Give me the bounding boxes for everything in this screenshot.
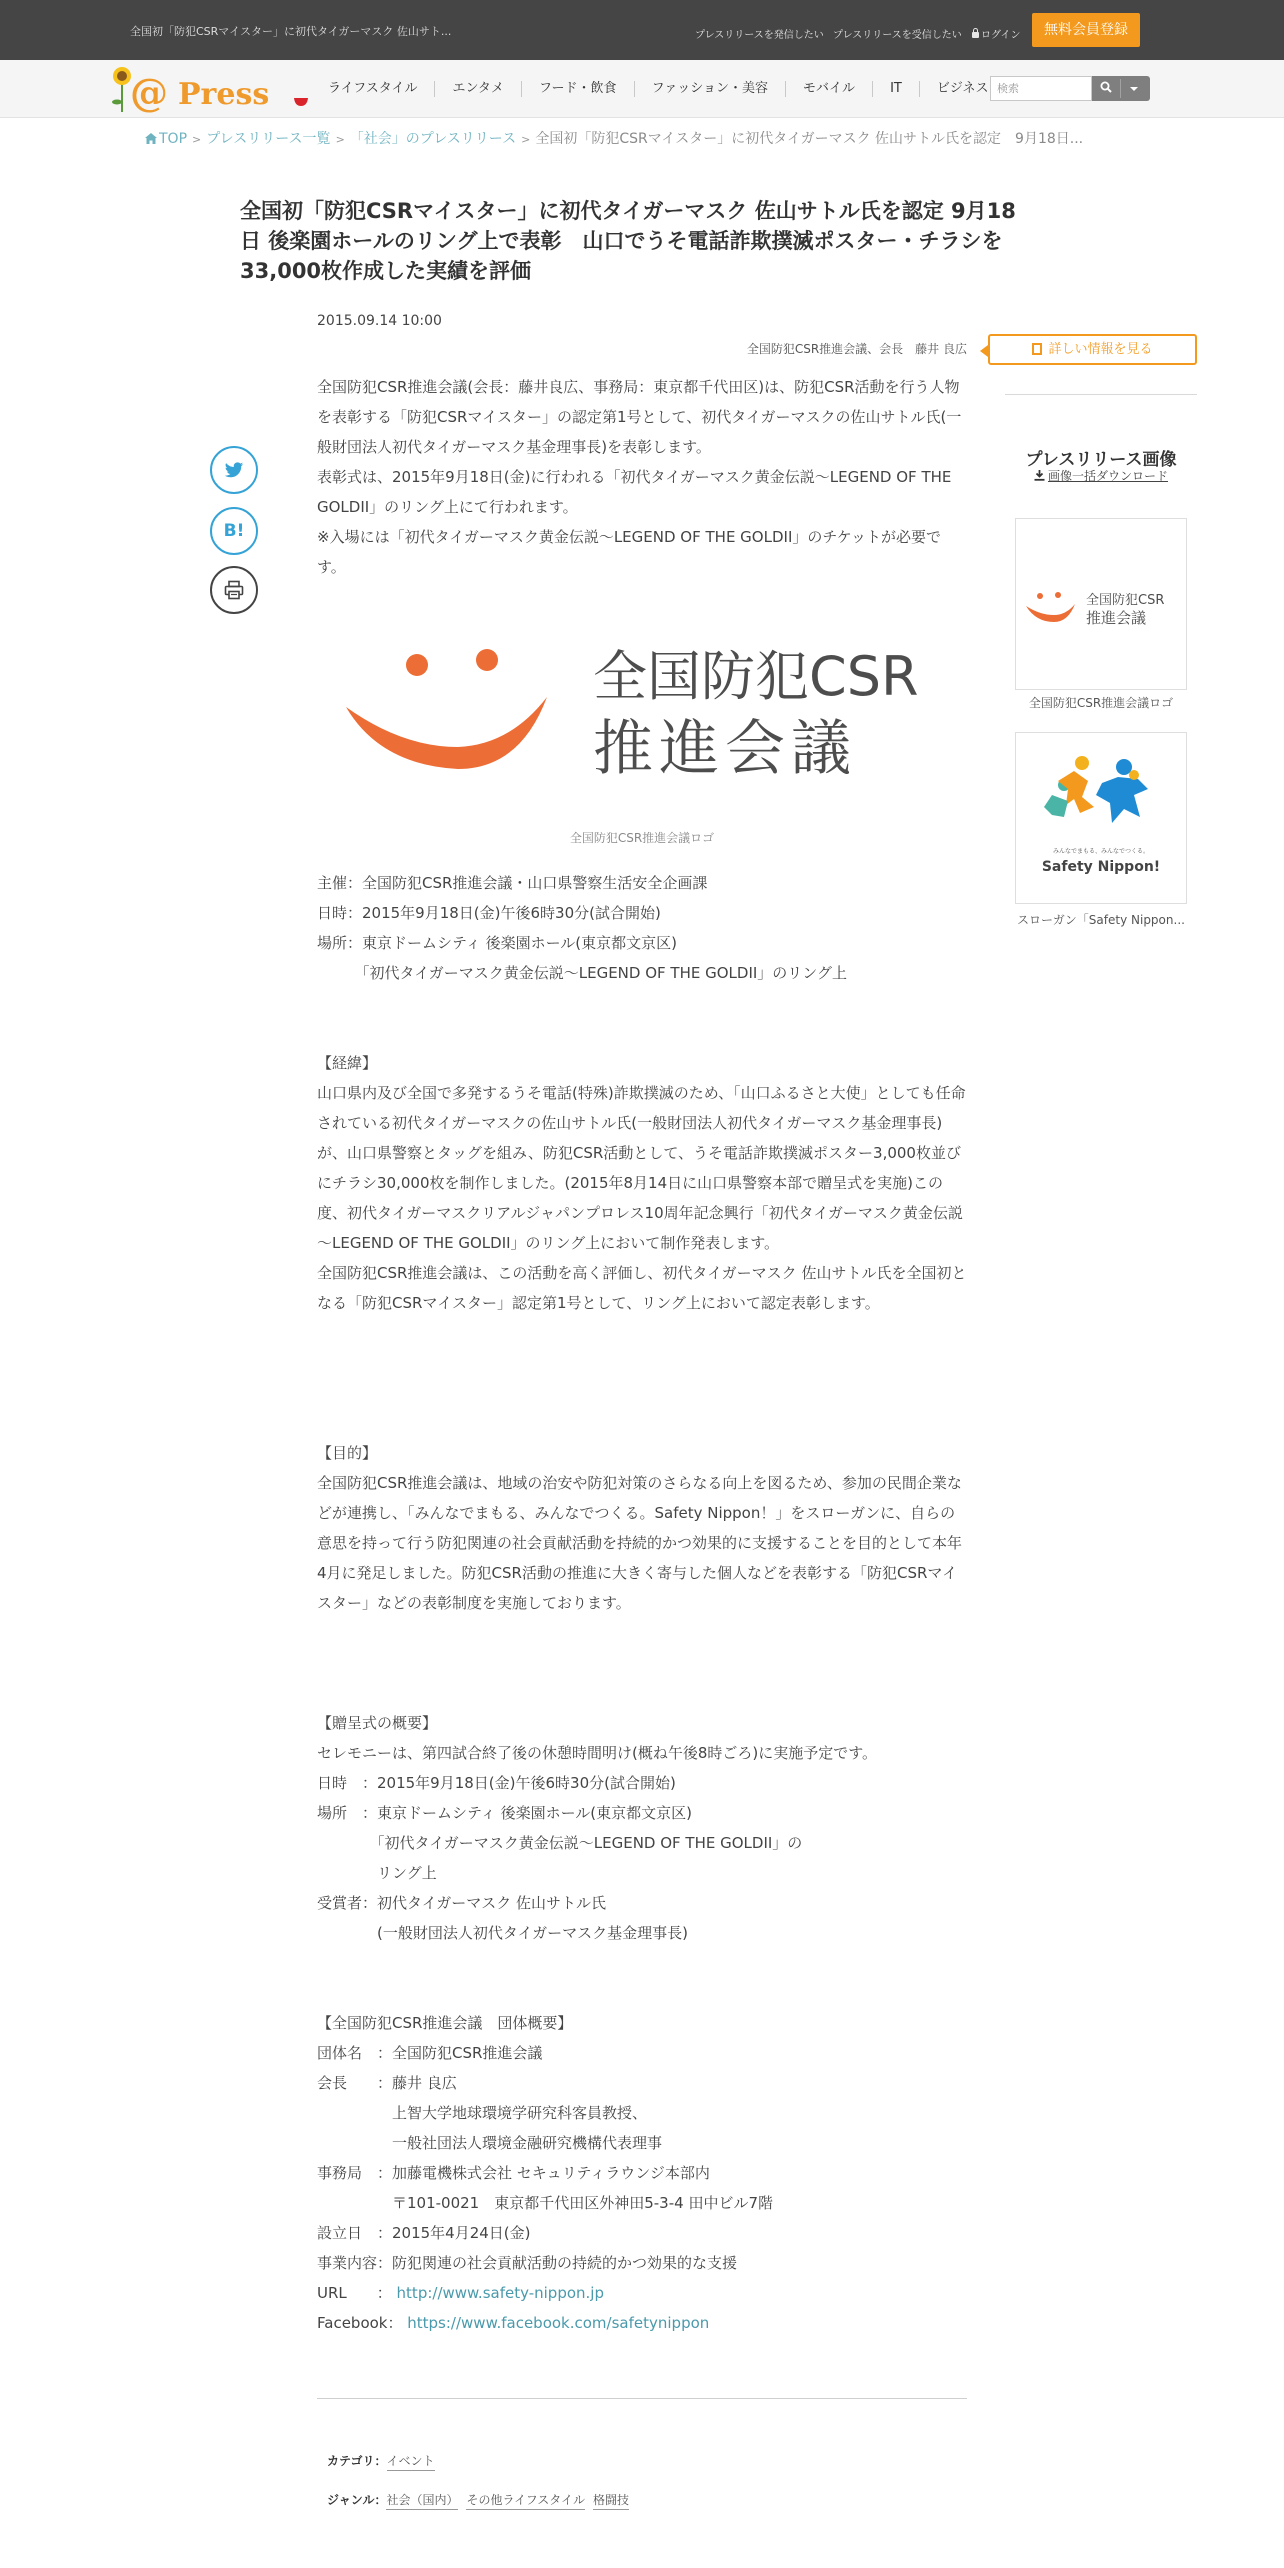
nav-mobile[interactable]: モバイル xyxy=(786,81,873,97)
search-divider xyxy=(1120,79,1121,98)
search-button[interactable] xyxy=(1092,76,1150,101)
org-facebook-row xyxy=(317,2308,967,2338)
nav-business[interactable]: ビジネス xyxy=(936,81,989,96)
ceremony-line: セレモニーは、第四試合終了後の休憩時間明け(概ね午後8時ごろ)に実施予定です。 xyxy=(317,1744,878,1762)
nav-it[interactable]: IT xyxy=(873,81,920,97)
ceremony-line: 日時 ：2015年9月18日(金)午後6時30分(試合開始) xyxy=(317,1774,676,1792)
org-line: 会長 ：藤井 良広 xyxy=(317,2074,457,2092)
organization-section xyxy=(317,2008,967,2338)
twitter-icon xyxy=(224,460,244,480)
logo-text-line1: 全国防犯CSR xyxy=(593,645,919,708)
send-release-link[interactable]: プレスリリースを発信したい xyxy=(695,30,824,41)
lock-icon xyxy=(972,32,979,38)
logo-caption: 全国防犯CSR推進会議ロゴ xyxy=(569,831,715,845)
nav-entertainment[interactable]: エンタメ xyxy=(435,81,521,97)
org-line: 事業内容：防犯関連の社会貢献活動の持続的かつ効果的な支援 xyxy=(317,2254,738,2272)
lead-section xyxy=(317,372,967,582)
breadcrumb-release-list[interactable]: プレスリリース一覧 xyxy=(206,131,331,147)
genre-tag[interactable]: 格闘技 xyxy=(593,2493,629,2510)
sidebar-images-heading: プレスリリース画像 xyxy=(1025,450,1177,470)
facebook-link[interactable]: https://www.facebook.com/safetynippon xyxy=(407,2314,710,2332)
view-details-label: 詳しい情報を見る xyxy=(1048,342,1153,357)
lead-paragraph: 表彰式は、2015年9月18日(金)に行われる「初代タイガーマスク黄金伝説～LEGEND OF THE GOLDII」のリング上にて行われます。 xyxy=(317,468,957,516)
ceremony-line: 場所 ：東京ドームシティ 後楽園ホール(東京都文京区) xyxy=(317,1804,692,1822)
org-line: 上智大学地球環境学研究科客員教授、 xyxy=(317,2104,648,2122)
ceremony-line: 「初代タイガーマスク黄金伝説～LEGEND OF THE GOLDII」の xyxy=(317,1834,803,1852)
search-input[interactable]: 検索 xyxy=(990,76,1092,101)
breadcrumb-home-label: TOP xyxy=(159,131,188,147)
breadcrumb-separator: > xyxy=(335,133,345,146)
facebook-label: Facebook： xyxy=(317,2314,403,2332)
org-line: 事務局 ：加藤電機株式会社 セキュリティラウンジ本部内 xyxy=(317,2164,710,2182)
hatena-icon: B! xyxy=(223,521,245,541)
slogan-brand-text: Safety Nippon! xyxy=(1041,859,1161,875)
printer-icon xyxy=(224,580,244,600)
org-line: 団体名 ：全国防犯CSR推進会議 xyxy=(317,2044,543,2062)
csr-council-logo-image[interactable] xyxy=(340,635,940,795)
category-row xyxy=(327,2452,443,2469)
ceremony-line: 受賞者：初代タイガーマスク 佐山サトル氏 xyxy=(317,1894,607,1912)
lead-paragraph: 全国防犯CSR推進会議(会長：藤井良広、事務局：東京都千代田区)は、防犯CSR活動を行う人物を表彰する「防犯CSRマイスター」の認定第1号として、初代タイガーマスクの佐山サトル氏(一般財団法人初代タイガーマスク基金理事長)を表彰します。 xyxy=(317,378,962,456)
breadcrumb-separator: > xyxy=(192,133,202,146)
purpose-section xyxy=(317,1438,967,1618)
receive-release-link[interactable]: プレスリリースを受信したい xyxy=(833,30,962,41)
event-line: 「初代タイガーマスク黄金伝説～LEGEND OF THE GOLDII」のリング上 xyxy=(317,964,848,982)
ceremony-line: リング上 xyxy=(317,1864,437,1882)
ceremony-section xyxy=(317,1708,967,1948)
category-label: カテゴリ： xyxy=(327,2454,387,2468)
genre-label: ジャンル： xyxy=(327,2493,387,2507)
top-bar xyxy=(0,0,1284,60)
org-line: 設立日 ：2015年4月24日(金) xyxy=(317,2224,531,2242)
thumb-logo-line2: 推進会議 xyxy=(1086,609,1147,627)
slogan-small-text: みんなでまもる、みんなでつくる。 xyxy=(1052,848,1150,855)
category-nav xyxy=(316,60,1005,118)
thumb-logo-line1: 全国防犯CSR xyxy=(1086,593,1165,608)
org-url-row xyxy=(317,2278,967,2308)
login-link[interactable] xyxy=(972,26,1021,41)
genre-row xyxy=(327,2491,637,2508)
org-line: 〒101-0021 東京都千代田区外神田5-3-4 田中ビル7階 xyxy=(317,2194,773,2212)
search-icon xyxy=(1100,81,1112,93)
main-nav xyxy=(0,60,1284,118)
download-all-link[interactable] xyxy=(1005,467,1197,484)
document-icon xyxy=(1032,343,1042,355)
publish-date: 2015.09.14 10:00 xyxy=(317,313,442,329)
breadcrumb-separator: > xyxy=(521,133,531,146)
hatena-bookmark-button[interactable] xyxy=(210,507,258,555)
signup-button[interactable]: 無料会員登録 xyxy=(1032,13,1140,47)
genre-tag[interactable]: その他ライフスタイル xyxy=(466,2493,585,2510)
home-icon xyxy=(145,133,157,144)
svg-text:@: @ xyxy=(130,70,168,115)
nav-lifestyle[interactable]: ライフスタイル xyxy=(316,81,435,97)
website-link[interactable]: http://www.safety-nippon.jp xyxy=(396,2284,604,2302)
purpose-paragraph: 全国防犯CSR推進会議は、地域の治安や防犯対策のさらなる向上を図るため、参加の民間企業などが連携し、「みんなでまもる、みんなでつくる。Safety Nippon！」をスローガンに、自らの意思を持って行う防犯関連の社会貢献活動を持続的かつ効果的に支援することを目的として本年4月に発足しました。防犯CSR活動の推進に大きく寄与した個人などを表彰する「防犯CSRマイスター」などの表彰制度を実施しております。 xyxy=(317,1474,963,1612)
nav-food[interactable]: フード・飲食 xyxy=(522,81,635,97)
author-line: 全国防犯CSR推進会議、会長 藤井 良広 xyxy=(746,342,967,356)
category-tag[interactable]: イベント xyxy=(387,2454,435,2471)
release-image-thumb-slogan[interactable] xyxy=(1015,732,1187,904)
thumb-caption: スローガン「Safety Nippon... xyxy=(1017,913,1185,927)
breadcrumb-home[interactable] xyxy=(145,131,187,147)
breadcrumb-current: 全国初「防犯CSRマイスター」に初代タイガーマスク 佐山サトル氏を認定 9月18日... xyxy=(535,131,1084,147)
ceremony-line: (一般財団法人初代タイガーマスク基金理事長) xyxy=(317,1924,688,1942)
section-heading: 【目的】 xyxy=(317,1444,378,1462)
nav-fashion[interactable]: ファッション・美容 xyxy=(635,81,786,97)
section-heading: 【贈呈式の概要】 xyxy=(317,1714,438,1732)
download-all-label: 画像一括ダウンロード xyxy=(1047,469,1168,483)
atpress-logo[interactable] xyxy=(108,62,314,118)
thumb-caption: 全国防犯CSR推進会議ロゴ xyxy=(1028,696,1174,710)
event-info xyxy=(317,868,967,988)
org-line: 一般社団法人環境金融研究機構代表理事 xyxy=(317,2134,663,2152)
genre-tag[interactable]: 社会（国内） xyxy=(386,2493,458,2510)
background-section xyxy=(317,1048,967,1318)
event-line: 日時：2015年9月18日(金)午後6時30分(試合開始) xyxy=(317,904,661,922)
print-button[interactable] xyxy=(210,566,258,614)
svg-text:Press: Press xyxy=(178,77,270,112)
event-line: 場所：東京ドームシティ 後楽園ホール(東京都文京区) xyxy=(317,934,677,952)
breadcrumb xyxy=(145,128,1083,148)
twitter-share-button[interactable] xyxy=(210,446,258,494)
logo-text-line2: 推進会議 xyxy=(593,714,857,784)
divider xyxy=(317,2398,967,2399)
chevron-down-icon[interactable] xyxy=(1130,87,1138,91)
event-line: 主催：全国防犯CSR推進会議・山口県警察生活安全企画課 xyxy=(317,874,708,892)
breadcrumb-category[interactable]: 「社会」のプレスリリース xyxy=(349,131,517,147)
header-page-title: 全国初「防犯CSRマイスター」に初代タイガーマスク 佐山サト... xyxy=(130,25,452,38)
login-label: ログイン xyxy=(981,30,1021,41)
background-paragraph: 山口県内及び全国で多発するうそ電話(特殊)詐欺撲滅のため、「山口ふるさと大使」としても任命されている初代タイガーマスクの佐山サトル氏(一般財団法人初代タイガーマスク基金理事長)が、山口県警察とタッグを組み、防犯CSR活動として、うそ電話詐欺撲滅ポスター3,000枚並びにチラシ30,000枚を制作しました。(2015年8月14日に山口県警察本部で贈呈式を実施)この度、初代タイガーマスクリアルジャパンプロレス10周年記念興行「初代タイガーマスク黄金伝説～LEGEND OF THE GOLDII」のリング上において制作発表します。 xyxy=(317,1084,966,1252)
lead-paragraph: ※入場には「初代タイガーマスク黄金伝説～LEGEND OF THE GOLDII」のチケットが必要です。 xyxy=(317,528,942,576)
section-heading: 【経緯】 xyxy=(317,1054,378,1072)
view-details-button[interactable] xyxy=(988,334,1197,365)
background-paragraph: 全国防犯CSR推進会議は、この活動を高く評価し、初代タイガーマスク 佐山サトル氏を全国初となる「防犯CSRマイスター」認定第1号として、リング上において認定表彰します。 xyxy=(317,1264,967,1312)
sidebar-divider xyxy=(1005,394,1197,395)
section-heading: 【全国防犯CSR推進会議 団体概要】 xyxy=(317,2014,573,2032)
url-label: URL ： xyxy=(317,2284,392,2302)
page-title: 全国初「防犯CSRマイスター」に初代タイガーマスク 佐山サトル氏を認定 9月18日 後楽園ホールのリング上で表彰 山口でうそ電話詐欺撲滅ポスター・チラシを33,000枚作成した実績を評価 xyxy=(240,199,1016,283)
download-icon xyxy=(1034,470,1045,481)
sunflower-icon xyxy=(112,67,131,112)
release-image-thumb-logo[interactable] xyxy=(1015,518,1187,690)
